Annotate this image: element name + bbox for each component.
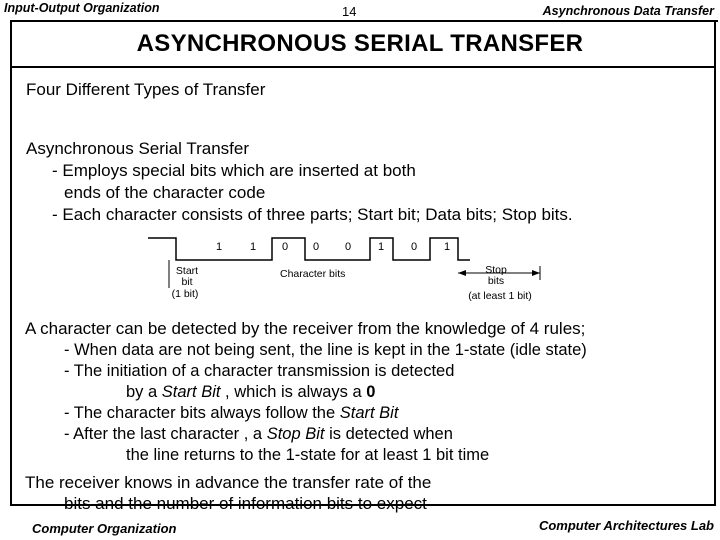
frame-top-rule (10, 20, 718, 22)
serial-transfer-heading: Asynchronous Serial Transfer (26, 139, 249, 158)
closing-line-2: bits and the number of information bits to expect (64, 494, 427, 513)
bit-value: 0 (345, 241, 352, 253)
transfer-types-heading: Four Different Types of Transfer (26, 80, 266, 99)
closing-line-1: The receiver knows in advance the transfer rate of the (25, 473, 432, 492)
rule-stop-detection-cont: the line returns to the 1-state for at least 1 bit time (126, 446, 490, 464)
rule-idle-state: - When data are not being sent, the line is kept in the 1-state (idle state) (64, 341, 587, 359)
bullet-special-bits: - Employs special bits which are inserted at both (52, 161, 416, 180)
signal-waveform (148, 238, 470, 260)
bit-value: 0 (411, 241, 418, 253)
header-topic-title: Asynchronous Data Transfer (542, 4, 714, 18)
bit-value: 1 (444, 241, 451, 253)
stop-arrow-head-left (458, 270, 466, 276)
stop-bits-size-label: (at least 1 bit) (468, 290, 532, 302)
start-bit-term: Start Bit (161, 383, 221, 401)
footer-course-name: Computer Organization (32, 521, 177, 536)
start-bit-term: Start Bit (339, 404, 399, 422)
rule-start-detection-cont: by a Start Bit , which is always a 0 (126, 383, 376, 401)
title-divider (10, 66, 716, 68)
stop-arrow-head-right (532, 270, 540, 276)
bullet-three-parts: - Each character consists of three parts; Start bit; Data bits; Stop bits. (52, 205, 573, 224)
character-bits-label: Character bits (280, 268, 346, 280)
serial-waveform-diagram (0, 228, 720, 308)
bit-value: 1 (250, 241, 257, 253)
start-bit-size-label: (1 bit) (171, 288, 199, 300)
header-course-title: Input-Output Organization (4, 1, 160, 15)
bit-value: 1 (216, 241, 223, 253)
bit-value: 0 (313, 241, 320, 253)
stop-bit-term: Stop Bit (266, 425, 325, 443)
footer-lab-name: Computer Architectures Lab (538, 518, 714, 533)
start-bit-value: 0 (366, 383, 376, 401)
bit-value: 1 (378, 241, 385, 253)
bit-value: 0 (282, 241, 289, 253)
rule-char-follow-start: - The character bits always follow the Start Bit (64, 404, 399, 422)
start-bit-label: Start bit (175, 265, 199, 288)
page-number: 14 (342, 4, 357, 19)
rules-intro: A character can be detected by the receiver from the knowledge of 4 rules; (25, 319, 586, 338)
rule-start-detection: - The initiation of a character transmission is detected (64, 362, 455, 380)
slide-title: ASYNCHRONOUS SERIAL TRANSFER (136, 30, 584, 57)
stop-bits-label: Stop bits (485, 264, 507, 287)
bullet-special-bits-cont: ends of the character code (64, 183, 266, 202)
rule-stop-detection: - After the last character , a Stop Bit is detected when (64, 425, 453, 443)
